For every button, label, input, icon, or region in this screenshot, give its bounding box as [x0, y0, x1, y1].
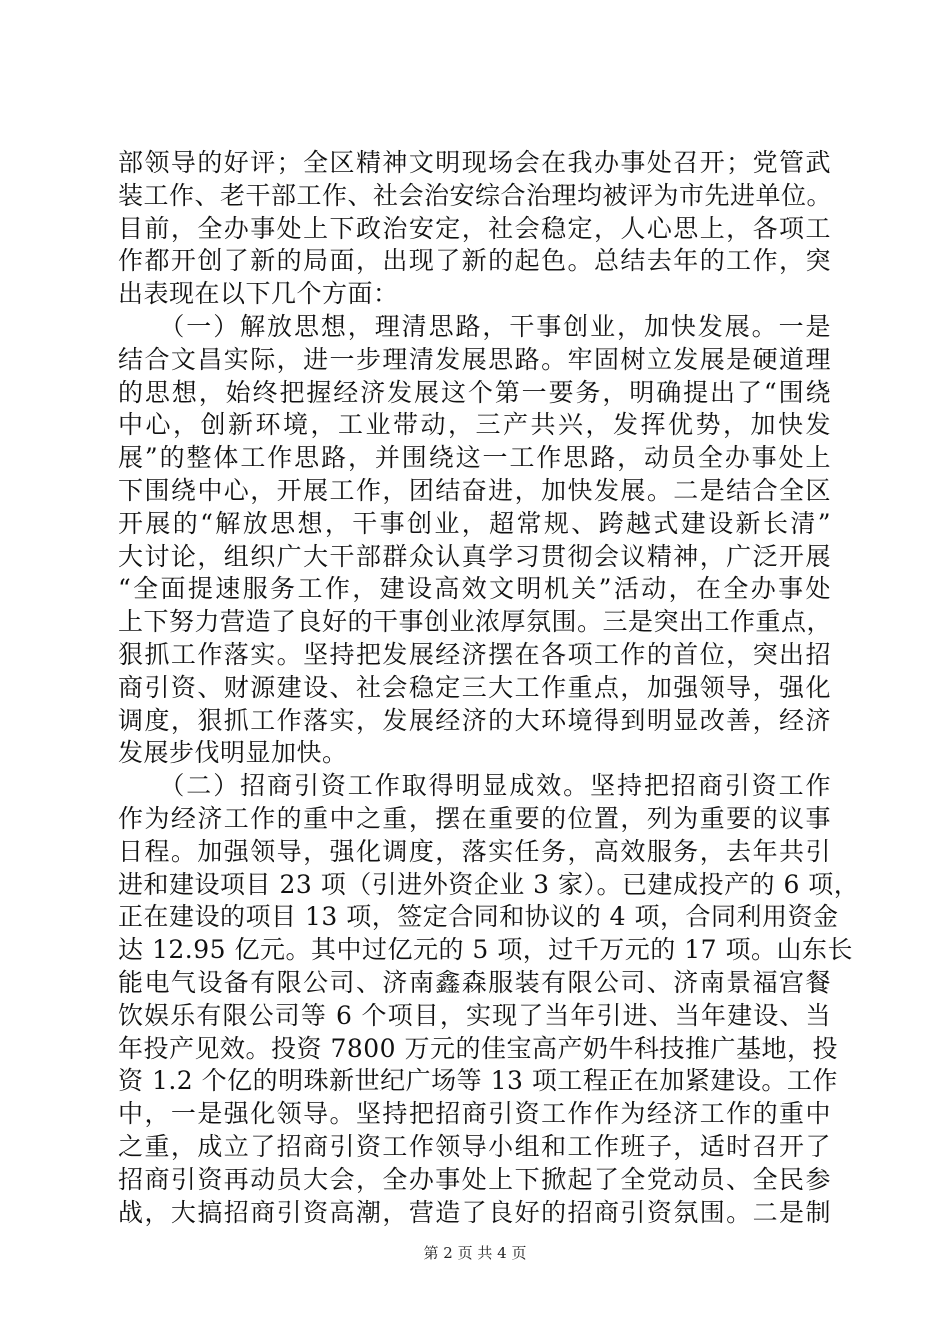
text-line: 发展步伐明显加快。	[118, 738, 348, 768]
text-line: 狠抓工作落实。坚持把发展经济摆在各项工作的首位，突出招	[118, 639, 831, 669]
text-line: 日程。加强领导，强化调度，落实任务，高效服务，去年共引	[118, 836, 831, 866]
text-line: 商引资、财源建设、社会稳定三大工作重点，加强领导，强化	[118, 672, 831, 702]
text-line: 调度，狠抓工作落实，发展经济的大环境得到明显改善，经济	[118, 705, 831, 735]
text-line: 装工作、老干部工作、社会治安综合治理均被评为市先进单位。	[118, 180, 833, 210]
text-line: 中心，创新环境，工业带动，三产共兴，发挥优势，加快发	[118, 410, 831, 440]
text-line: 战，大搞招商引资高潮，营造了良好的招商引资氛围。二是制	[118, 1197, 831, 1227]
text-line: 中，一是强化领导。坚持把招商引资工作作为经济工作的重中	[118, 1099, 831, 1129]
text-line: “全面提速服务工作，建设高效文明机关”活动，在全办事处	[118, 574, 831, 604]
text-line: 作为经济工作的重中之重，摆在重要的位置，列为重要的议事	[118, 803, 831, 833]
text-line: 的思想，始终把握经济发展这个第一要务，明确提出了“围绕	[118, 377, 831, 407]
text-line: 开展的“解放思想，干事创业，超常规、跨越式建设新长清”	[118, 508, 831, 538]
text-line: 下围绕中心，开展工作，团结奋进，加快发展。二是结合全区	[118, 475, 831, 505]
text-line: （二）招商引资工作取得明显成效。坚持把招商引资工作	[118, 771, 831, 801]
text-line: 进和建设项目 23 项（引进外资企业 3 家）。已建成投产的 6 项，	[118, 869, 860, 899]
text-line: 年投产见效。投资 7800 万元的佳宝高产奶牛科技推广基地，投	[118, 1033, 839, 1063]
page-footer: 第 2 页 共 4 页	[423, 1244, 527, 1262]
text-line: 招商引资再动员大会，全办事处上下掀起了全党动员、全民参	[118, 1164, 831, 1194]
document-body	[118, 147, 860, 1229]
text-line: 上下努力营造了良好的干事创业浓厚氛围。三是突出工作重点，	[118, 607, 833, 637]
text-line: 出表现在以下几个方面：	[118, 279, 399, 309]
text-line: 部领导的好评；全区精神文明现场会在我办事处召开；党管武	[118, 148, 831, 177]
text-line: 作都开创了新的局面，出现了新的起色。总结去年的工作，突	[118, 246, 831, 276]
text-line: 饮娱乐有限公司等 6 个项目，实现了当年引进、当年建设、当	[118, 1000, 831, 1030]
text-line: 达 12.95 亿元。其中过亿元的 5 项，过千万元的 17 项。山东长	[118, 935, 853, 965]
text-line: 之重，成立了招商引资工作领导小组和工作班子，适时召开了	[118, 1131, 831, 1161]
text-line: 展”的整体工作思路，并围绕这一工作思路，动员全办事处上	[118, 443, 831, 473]
text-line: （一）解放思想，理清思路，干事创业，加快发展。一是	[118, 311, 831, 341]
text-line: 目前，全办事处上下政治安定，社会稳定，人心思上，各项工	[118, 213, 831, 243]
text-line: 结合文昌实际，进一步理清发展思路。牢固树立发展是硬道理	[118, 344, 831, 374]
text-line: 能电气设备有限公司、济南鑫森服装有限公司、济南景福宫餐	[118, 967, 831, 997]
text-line: 正在建设的项目 13 项，签定合同和协议的 4 项，合同利用资金	[118, 902, 839, 932]
text-line: 大讨论，组织广大干部群众认真学习贯彻会议精神，广泛开展	[118, 541, 831, 571]
text-line: 资 1.2 个亿的明珠新世纪广场等 13 项工程正在加紧建设。工作	[118, 1066, 838, 1096]
